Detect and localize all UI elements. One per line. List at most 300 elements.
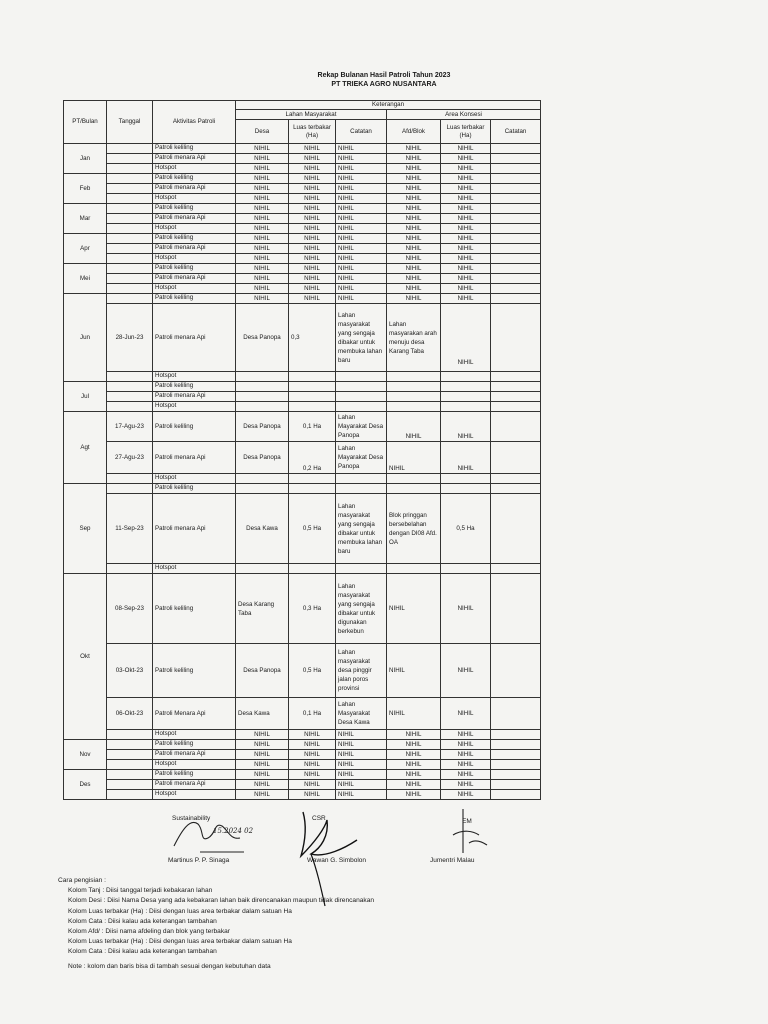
- note-concession-cell: [491, 372, 541, 382]
- month-cell: Apr: [64, 234, 107, 264]
- note-concession-cell: [491, 564, 541, 574]
- village-cell: Desa Panopa: [236, 304, 289, 372]
- note-concession-cell: [491, 304, 541, 372]
- notes-line: Kolom Tanj : Diisi tanggal terjadi kebakaran lahan: [68, 887, 213, 895]
- table-row: [64, 234, 541, 244]
- burned-area-cell: 0,1 Ha: [289, 412, 336, 442]
- header-lahan-masyarakat: Lahan Masyarakat: [236, 110, 387, 120]
- afd-block-cell: NIHIL: [387, 254, 441, 264]
- activity-cell: Patroli keliling: [153, 264, 236, 274]
- burned-area-concession-cell: NIHIL: [441, 730, 491, 740]
- burned-area-concession-cell: NIHIL: [441, 174, 491, 184]
- table-row: [64, 244, 541, 254]
- burned-area-cell: NIHIL: [289, 224, 336, 234]
- month-cell: Mei: [64, 264, 107, 294]
- note-concession-cell: [491, 644, 541, 698]
- burned-area-concession-cell: 0,5 Ha: [441, 494, 491, 564]
- header-luas-terbakar: Luas terbakar (Ha): [289, 120, 336, 144]
- table-row: [64, 224, 541, 234]
- notes-heading: Cara pengisian :: [58, 877, 107, 884]
- village-cell: NIHIL: [236, 244, 289, 254]
- afd-block-cell: [387, 382, 441, 392]
- note-cell: NIHIL: [336, 234, 387, 244]
- village-cell: NIHIL: [236, 740, 289, 750]
- village-cell: [236, 372, 289, 382]
- date-cell: [107, 244, 153, 254]
- note-cell: Lahan masyarakat desa pinggir jalan poros provinsi: [336, 644, 387, 698]
- burned-area-cell: NIHIL: [289, 294, 336, 304]
- date-cell: [107, 780, 153, 790]
- afd-block-cell: [387, 372, 441, 382]
- date-cell: [107, 284, 153, 294]
- note-concession-cell: [491, 494, 541, 564]
- activity-cell: Patroli keliling: [153, 740, 236, 750]
- activity-cell: Hotspot: [153, 564, 236, 574]
- burned-area-cell: NIHIL: [289, 174, 336, 184]
- village-cell: NIHIL: [236, 790, 289, 800]
- date-cell: [107, 204, 153, 214]
- afd-block-cell: [387, 484, 441, 494]
- table-row: [64, 574, 541, 644]
- afd-block-cell: NIHIL: [387, 284, 441, 294]
- village-cell: NIHIL: [236, 194, 289, 204]
- burned-area-concession-cell: [441, 474, 491, 484]
- note-cell: NIHIL: [336, 184, 387, 194]
- csr-role: CSR: [312, 815, 326, 822]
- note-cell: NIHIL: [336, 790, 387, 800]
- note-concession-cell: [491, 164, 541, 174]
- burned-area-cell: [289, 484, 336, 494]
- burned-area-cell: NIHIL: [289, 274, 336, 284]
- date-cell: [107, 174, 153, 184]
- em-role: EM: [462, 818, 472, 825]
- activity-cell: Hotspot: [153, 224, 236, 234]
- note-cell: NIHIL: [336, 770, 387, 780]
- afd-block-cell: NIHIL: [387, 194, 441, 204]
- note-concession-cell: [491, 780, 541, 790]
- sustainability-role: Sustainability: [172, 815, 211, 822]
- month-cell: Feb: [64, 174, 107, 204]
- month-cell: Nov: [64, 740, 107, 770]
- burned-area-cell: NIHIL: [289, 770, 336, 780]
- activity-cell: Patroli menara Api: [153, 304, 236, 372]
- burned-area-cell: NIHIL: [289, 194, 336, 204]
- note-concession-cell: [491, 204, 541, 214]
- table-row: [64, 194, 541, 204]
- date-cell: [107, 214, 153, 224]
- afd-block-cell: NIHIL: [387, 760, 441, 770]
- activity-cell: Patroli menara Api: [153, 214, 236, 224]
- afd-block-cell: NIHIL: [387, 234, 441, 244]
- date-cell: [107, 224, 153, 234]
- activity-cell: Patroli keliling: [153, 294, 236, 304]
- notes-line: Kolom Luas terbakar (Ha) : Diisi dengan luas area terbakar dalam satuan Ha: [68, 938, 292, 946]
- notes-line: Kolom Luas terbakar (Ha) : Diisi dengan luas area terbakar dalam satuan Ha: [68, 907, 292, 915]
- afd-block-cell: NIHIL: [387, 780, 441, 790]
- header-catatan: Catatan: [336, 120, 387, 144]
- activity-cell: Patroli keliling: [153, 174, 236, 184]
- table-row: [64, 264, 541, 274]
- date-cell: [107, 382, 153, 392]
- burned-area-cell: NIHIL: [289, 214, 336, 224]
- activity-cell: Patroli keliling: [153, 770, 236, 780]
- village-cell: NIHIL: [236, 154, 289, 164]
- date-cell: [107, 154, 153, 164]
- table-row: [64, 274, 541, 284]
- burned-area-cell: NIHIL: [289, 164, 336, 174]
- burned-area-cell: NIHIL: [289, 244, 336, 254]
- burned-area-cell: [289, 564, 336, 574]
- afd-block-cell: NIHIL: [387, 224, 441, 234]
- note-cell: NIHIL: [336, 244, 387, 254]
- village-cell: [236, 382, 289, 392]
- table-row: [64, 740, 541, 750]
- note-cell: NIHIL: [336, 284, 387, 294]
- activity-cell: Patroli menara Api: [153, 184, 236, 194]
- table-row: [64, 154, 541, 164]
- date-cell: [107, 194, 153, 204]
- month-cell: Sep: [64, 484, 107, 574]
- table-row: [64, 412, 541, 442]
- burned-area-concession-cell: [441, 564, 491, 574]
- note-cell: Lahan Mayarakat Desa Panopa: [336, 412, 387, 442]
- burned-area-concession-cell: NIHIL: [441, 204, 491, 214]
- burned-area-cell: NIHIL: [289, 750, 336, 760]
- activity-cell: Patroli keliling: [153, 204, 236, 214]
- village-cell: NIHIL: [236, 234, 289, 244]
- note-concession-cell: [491, 442, 541, 474]
- burned-area-concession-cell: [441, 484, 491, 494]
- afd-block-cell: NIHIL: [387, 204, 441, 214]
- village-cell: NIHIL: [236, 144, 289, 154]
- note-cell: NIHIL: [336, 224, 387, 234]
- note-concession-cell: [491, 224, 541, 234]
- burned-area-concession-cell: NIHIL: [441, 780, 491, 790]
- afd-block-cell: NIHIL: [387, 144, 441, 154]
- village-cell: NIHIL: [236, 204, 289, 214]
- burned-area-concession-cell: NIHIL: [441, 274, 491, 284]
- burned-area-concession-cell: NIHIL: [441, 194, 491, 204]
- note-cell: NIHIL: [336, 154, 387, 164]
- afd-block-cell: NIHIL: [387, 174, 441, 184]
- date-cell: [107, 790, 153, 800]
- burned-area-concession-cell: NIHIL: [441, 224, 491, 234]
- activity-cell: Patroli Menara Api: [153, 698, 236, 730]
- afd-block-cell: NIHIL: [387, 154, 441, 164]
- village-cell: NIHIL: [236, 760, 289, 770]
- burned-area-cell: 0,5 Ha: [289, 494, 336, 564]
- burned-area-cell: NIHIL: [289, 184, 336, 194]
- village-cell: [236, 484, 289, 494]
- activity-cell: Patroli menara Api: [153, 780, 236, 790]
- afd-block-cell: [387, 564, 441, 574]
- header-luas-terbakar-konsesi: Luas terbakar (Ha): [441, 120, 491, 144]
- table-row: [64, 442, 541, 474]
- burned-area-cell: [289, 392, 336, 402]
- afd-block-cell: NIHIL: [387, 294, 441, 304]
- burned-area-cell: [289, 402, 336, 412]
- note-concession-cell: [491, 760, 541, 770]
- activity-cell: Patroli keliling: [153, 234, 236, 244]
- village-cell: NIHIL: [236, 164, 289, 174]
- note-cell: NIHIL: [336, 274, 387, 284]
- village-cell: NIHIL: [236, 274, 289, 284]
- activity-cell: Hotspot: [153, 284, 236, 294]
- date-cell: [107, 474, 153, 484]
- burned-area-concession-cell: [441, 372, 491, 382]
- month-cell: Jan: [64, 144, 107, 174]
- note-cell: NIHIL: [336, 194, 387, 204]
- date-cell: [107, 144, 153, 154]
- note-concession-cell: [491, 474, 541, 484]
- note-cell: [336, 402, 387, 412]
- note-concession-cell: [491, 730, 541, 740]
- activity-cell: Hotspot: [153, 474, 236, 484]
- date-cell: [107, 402, 153, 412]
- burned-area-concession-cell: NIHIL: [441, 214, 491, 224]
- village-cell: NIHIL: [236, 254, 289, 264]
- note-cell: [336, 564, 387, 574]
- note-concession-cell: [491, 750, 541, 760]
- village-cell: [236, 564, 289, 574]
- notes-line: Kolom Desi : Diisi Nama Desa yang ada kebakaran lahan baik direncanakan maupun tidak direncanakan: [68, 897, 375, 905]
- afd-block-cell: NIHIL: [387, 790, 441, 800]
- note-cell: Lahan masyarakat yang sengaja dibakar untuk membuka lahan baru: [336, 304, 387, 372]
- burned-area-cell: NIHIL: [289, 204, 336, 214]
- date-cell: 06-Okt-23: [107, 698, 153, 730]
- burned-area-cell: NIHIL: [289, 760, 336, 770]
- burned-area-concession-cell: NIHIL: [441, 244, 491, 254]
- notes-line: Kolom Cata : Diisi kalau ada keterangan tambahan: [68, 948, 217, 956]
- date-cell: [107, 770, 153, 780]
- activity-cell: Hotspot: [153, 164, 236, 174]
- village-cell: NIHIL: [236, 294, 289, 304]
- note-concession-cell: [491, 402, 541, 412]
- burned-area-concession-cell: [441, 392, 491, 402]
- burned-area-concession-cell: NIHIL: [441, 184, 491, 194]
- signature-sustainability-icon: [170, 808, 260, 858]
- burned-area-cell: NIHIL: [289, 254, 336, 264]
- notes-footnote: Note : kolom dan baris bisa di tambah sesuai dengan kebutuhan data: [68, 962, 271, 970]
- date-cell: [107, 730, 153, 740]
- burned-area-concession-cell: NIHIL: [441, 164, 491, 174]
- activity-cell: Patroli menara Api: [153, 750, 236, 760]
- month-cell: Jun: [64, 294, 107, 382]
- note-concession-cell: [491, 214, 541, 224]
- activity-cell: Patroli keliling: [153, 382, 236, 392]
- village-cell: [236, 392, 289, 402]
- afd-block-cell: NIHIL: [387, 274, 441, 284]
- activity-cell: Patroli menara Api: [153, 274, 236, 284]
- table-row: [64, 564, 541, 574]
- header-area-konsesi: Area Konsesi: [387, 110, 541, 120]
- table-row: [64, 144, 541, 154]
- table-row: [64, 174, 541, 184]
- burned-area-cell: NIHIL: [289, 264, 336, 274]
- afd-block-cell: NIHIL: [387, 770, 441, 780]
- note-cell: NIHIL: [336, 214, 387, 224]
- date-cell: [107, 564, 153, 574]
- month-cell: Jul: [64, 382, 107, 412]
- burned-area-concession-cell: NIHIL: [441, 294, 491, 304]
- table-row: [64, 204, 541, 214]
- afd-block-cell: NIHIL: [387, 264, 441, 274]
- header-pt-bulan: PT/Bulan: [64, 101, 107, 144]
- activity-cell: Patroli keliling: [153, 144, 236, 154]
- burned-area-concession-cell: NIHIL: [441, 264, 491, 274]
- note-cell: NIHIL: [336, 740, 387, 750]
- burned-area-cell: [289, 474, 336, 484]
- date-cell: [107, 234, 153, 244]
- activity-cell: Hotspot: [153, 254, 236, 264]
- afd-block-cell: [387, 402, 441, 412]
- note-cell: [336, 372, 387, 382]
- date-cell: [107, 372, 153, 382]
- table-row: [64, 184, 541, 194]
- burned-area-concession-cell: NIHIL: [441, 442, 491, 474]
- note-cell: Lahan masyarakat yang sengaja dibakar untuk digunakan berkebun: [336, 574, 387, 644]
- note-cell: [336, 392, 387, 402]
- burned-area-cell: NIHIL: [289, 730, 336, 740]
- burned-area-cell: NIHIL: [289, 780, 336, 790]
- date-cell: 28-Jun-23: [107, 304, 153, 372]
- burned-area-cell: 0,5 Ha: [289, 644, 336, 698]
- afd-block-cell: NIHIL: [387, 644, 441, 698]
- date-cell: 03-Okt-23: [107, 644, 153, 698]
- header-aktivitas: Aktivitas Patroli: [153, 101, 236, 144]
- note-cell: NIHIL: [336, 174, 387, 184]
- note-concession-cell: [491, 234, 541, 244]
- note-cell: NIHIL: [336, 264, 387, 274]
- note-cell: NIHIL: [336, 144, 387, 154]
- header-catatan-konsesi: Catatan: [491, 120, 541, 144]
- table-row: [64, 780, 541, 790]
- activity-cell: Patroli menara Api: [153, 392, 236, 402]
- month-cell: Des: [64, 770, 107, 800]
- header-afd-blok: Afd/Blok: [387, 120, 441, 144]
- activity-cell: Hotspot: [153, 730, 236, 740]
- afd-block-cell: NIHIL: [387, 214, 441, 224]
- month-cell: Okt: [64, 574, 107, 740]
- table-row: [64, 294, 541, 304]
- village-cell: NIHIL: [236, 264, 289, 274]
- village-cell: NIHIL: [236, 224, 289, 234]
- date-cell: 11-Sep-23: [107, 494, 153, 564]
- header-desa: Desa: [236, 120, 289, 144]
- table-row: [64, 484, 541, 494]
- csr-name: Wawan G. Simbolon: [307, 857, 367, 864]
- table-row: [64, 790, 541, 800]
- table-row: [64, 770, 541, 780]
- table-row: [64, 382, 541, 392]
- burned-area-concession-cell: NIHIL: [441, 644, 491, 698]
- note-cell: Lahan Mayarakat Desa Panopa: [336, 442, 387, 474]
- burned-area-cell: 0,2 Ha: [289, 442, 336, 474]
- company-name: PT TRIEKA AGRO NUSANTARA: [331, 81, 437, 88]
- burned-area-concession-cell: NIHIL: [441, 234, 491, 244]
- note-concession-cell: [491, 254, 541, 264]
- activity-cell: Patroli keliling: [153, 644, 236, 698]
- activity-cell: Patroli keliling: [153, 574, 236, 644]
- afd-block-cell: NIHIL: [387, 740, 441, 750]
- village-cell: Desa Panopa: [236, 442, 289, 474]
- filling-instructions: [58, 876, 374, 972]
- note-cell: [336, 474, 387, 484]
- date-cell: [107, 760, 153, 770]
- note-concession-cell: [491, 574, 541, 644]
- village-cell: NIHIL: [236, 214, 289, 224]
- header-tanggal: Tanggal: [107, 101, 153, 144]
- activity-cell: Patroli keliling: [153, 412, 236, 442]
- note-cell: Lahan masyarakat yang sengaja dibakar untuk membuka lahan baru: [336, 494, 387, 564]
- date-cell: [107, 274, 153, 284]
- note-cell: NIHIL: [336, 750, 387, 760]
- note-concession-cell: [491, 412, 541, 442]
- burned-area-concession-cell: NIHIL: [441, 412, 491, 442]
- village-cell: NIHIL: [236, 770, 289, 780]
- note-cell: NIHIL: [336, 730, 387, 740]
- date-cell: 17-Agu-23: [107, 412, 153, 442]
- burned-area-concession-cell: NIHIL: [441, 304, 491, 372]
- village-cell: Desa Kawa: [236, 494, 289, 564]
- village-cell: NIHIL: [236, 174, 289, 184]
- burned-area-concession-cell: NIHIL: [441, 698, 491, 730]
- note-concession-cell: [491, 698, 541, 730]
- village-cell: NIHIL: [236, 780, 289, 790]
- notes-line: Kolom Afd/ : Diisi nama afdeling dan blok yang terbakar: [68, 928, 231, 936]
- note-concession-cell: [491, 184, 541, 194]
- date-cell: [107, 740, 153, 750]
- burned-area-concession-cell: NIHIL: [441, 750, 491, 760]
- burned-area-cell: 0,3: [289, 304, 336, 372]
- afd-block-cell: NIHIL: [387, 730, 441, 740]
- table-row: [64, 474, 541, 484]
- table-row: [64, 164, 541, 174]
- burned-area-concession-cell: [441, 402, 491, 412]
- note-concession-cell: [491, 154, 541, 164]
- burned-area-concession-cell: NIHIL: [441, 284, 491, 294]
- activity-cell: Patroli menara Api: [153, 442, 236, 474]
- date-cell: 08-Sep-23: [107, 574, 153, 644]
- afd-block-cell: NIHIL: [387, 574, 441, 644]
- note-cell: [336, 382, 387, 392]
- activity-cell: Hotspot: [153, 372, 236, 382]
- burned-area-concession-cell: NIHIL: [441, 770, 491, 780]
- note-concession-cell: [491, 740, 541, 750]
- table-row: [64, 698, 541, 730]
- burned-area-cell: NIHIL: [289, 284, 336, 294]
- month-cell: Agt: [64, 412, 107, 484]
- afd-block-cell: NIHIL: [387, 164, 441, 174]
- note-concession-cell: [491, 770, 541, 780]
- note-concession-cell: [491, 244, 541, 254]
- date-cell: [107, 264, 153, 274]
- date-cell: [107, 392, 153, 402]
- burned-area-cell: [289, 372, 336, 382]
- burned-area-cell: NIHIL: [289, 144, 336, 154]
- table-row: [64, 494, 541, 564]
- note-cell: NIHIL: [336, 780, 387, 790]
- note-cell: [336, 484, 387, 494]
- village-cell: NIHIL: [236, 184, 289, 194]
- burned-area-cell: NIHIL: [289, 790, 336, 800]
- month-cell: Mar: [64, 204, 107, 234]
- village-cell: NIHIL: [236, 750, 289, 760]
- note-cell: Lahan Masyarakat Desa Kawa: [336, 698, 387, 730]
- burned-area-concession-cell: NIHIL: [441, 740, 491, 750]
- activity-cell: Hotspot: [153, 402, 236, 412]
- burned-area-concession-cell: NIHIL: [441, 790, 491, 800]
